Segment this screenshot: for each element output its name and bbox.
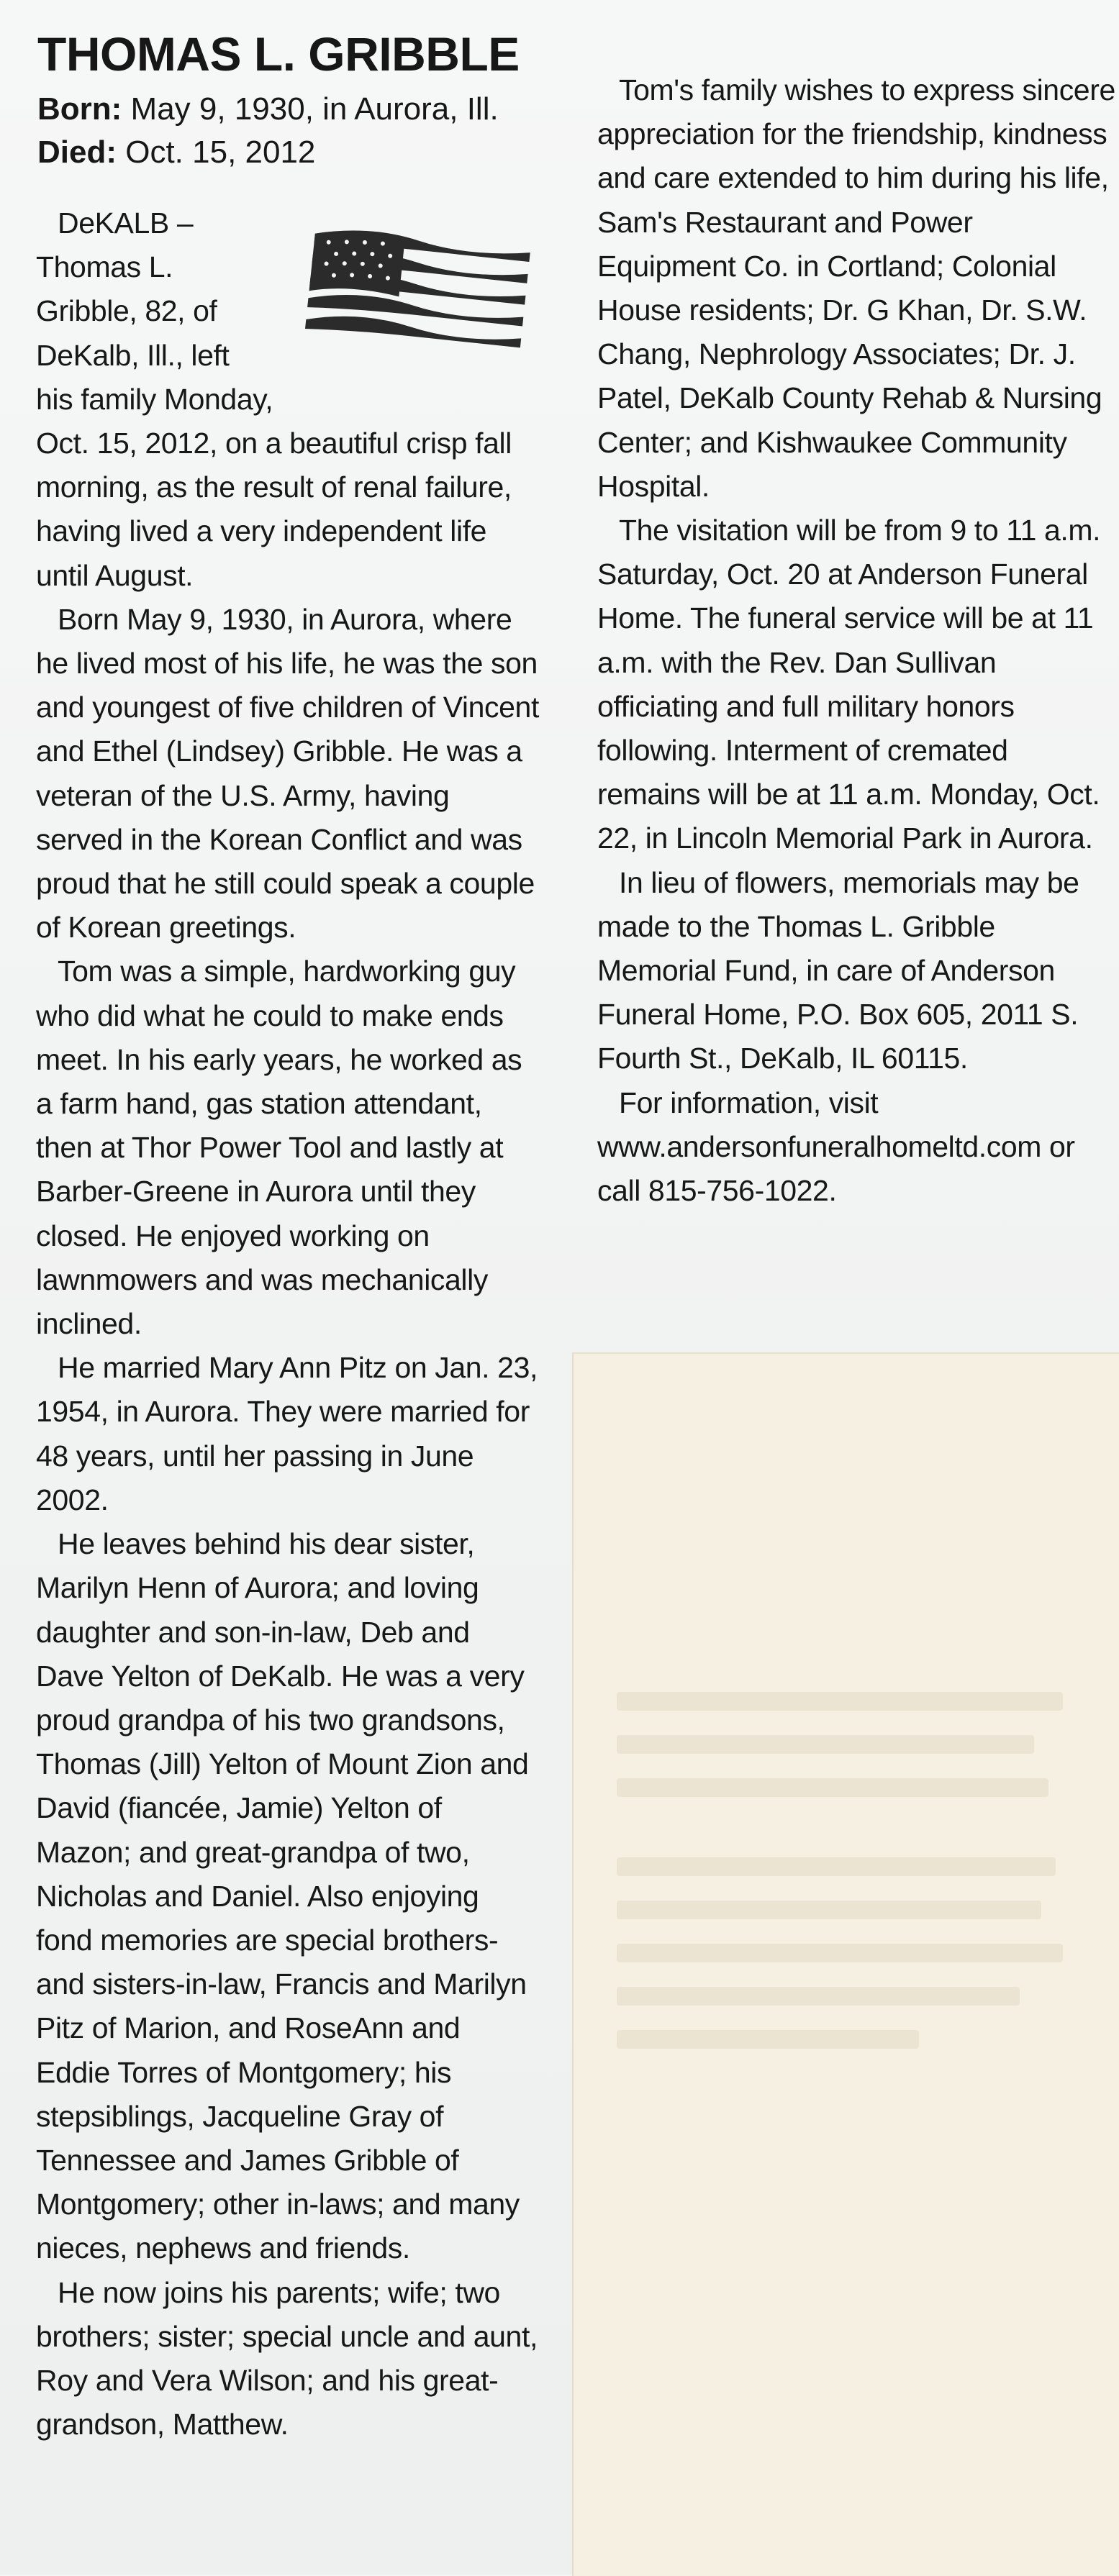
paragraph-preceded: He now joins his parents; wife; two brothers; sister; special uncle and aunt, Roy and Vera Wilson; and his great-grandson, Matthew. xyxy=(36,2275,538,2441)
bleed-through-line xyxy=(617,1901,1041,1919)
paragraph-opening: DeKALB – Thomas L. Gribble, 82, of DeKalb, Ill., left his family Monday, Oct. 15, 2012, on a beautiful crisp fall morning, as the result of renal failure, having lived a very independent life until August. xyxy=(36,206,512,592)
bleed-through-line xyxy=(617,2030,919,2049)
bleed-through-line xyxy=(617,1944,1063,1962)
born-line xyxy=(37,88,499,131)
paragraph-survivors: He leaves behind his dear sister, Marilyn Henn of Aurora; and loving daughter and son-in-law, Deb and Dave Yelton of DeKalb. He was a very proud grandpa of his two grandsons, Thomas (Jill) Yelton of Mount Zion and David (fiancée, Jamie) Yelton of Mazon; and great-grandpa of two, Nicholas and Daniel. Also enjoying fond memories are special brothers- and sisters-in-law, Francis and Marilyn Pitz of Marion, and RoseAnn and Eddie Torres of Montgomery; his stepsiblings, Jacqueline Gray of Tennessee and James Gribble of Montgomery; other in-laws; and many nieces, nephews and friends. xyxy=(36,1527,529,2265)
paragraph-services: The visitation will be from 9 to 11 a.m. Saturday, Oct. 20 at Anderson Funeral Home. The funeral service will be at 11 a.m. with the Rev. Dan Sullivan officiating and full military honors following. Interment of cremated remains will be at 11 a.m. Monday, Oct. 22, in Lincoln Memorial Park in Aurora. xyxy=(597,514,1101,855)
paragraph-memorials: In lieu of flowers, memorials may be made to the Thomas L. Gribble Memorial Fund, in care of Anderson Funeral Home, P.O. Box 605, 2011 S. Fourth St., DeKalb, IL 60115. xyxy=(597,865,1079,1075)
paragraph-information: For information, visit www.andersonfuneralhomeltd.com or call 815-756-1022. xyxy=(597,1086,1075,1208)
bleed-through-line xyxy=(617,1857,1056,1876)
died-line xyxy=(37,131,499,174)
flag-spacer xyxy=(273,201,540,378)
paragraph-appreciation: Tom's family wishes to express sincere appreciation for the friendship, kindness and care extended to him during his life, Sam's Restaurant and Power Equipment Co. in Cortland; Colonial House residents; Dr. G Khan, Dr. S.W. Chang, Nephrology Associates; Dr. J. Patel, DeKalb County Rehab & Nursing Center; and Kishwaukee Community Hospital. xyxy=(597,73,1115,503)
obituary-name: THOMAS L. GRIBBLE xyxy=(37,27,520,81)
born-value: May 9, 1930, in Aurora, Ill. xyxy=(130,91,499,127)
bleed-through-line xyxy=(617,1778,1048,1797)
paragraph-work: Tom was a simple, hardworking guy who did what he could to make ends meet. In his early years, he worked as a farm hand, gas station attendant, then at Thor Power Tool and lastly at Barber-Greene in Aurora until they closed. He enjoyed working on lawnmowers and was mechanically inclined. xyxy=(36,955,522,1341)
left-column xyxy=(36,201,540,2447)
paper-insert-backing xyxy=(572,1352,1119,2576)
born-label: Born: xyxy=(37,91,122,127)
paragraph-birth: Born May 9, 1930, in Aurora, where he lived most of his life, he was the son and youngest of five children of Vincent and Ethel (Lindsey) Gribble. He was a veteran of the U.S. Army, having served in the Korean Conflict and was proud that he still could speak a couple of Korean greetings. xyxy=(36,602,539,945)
bleed-through-line xyxy=(617,1987,1020,2006)
paragraph-marriage: He married Mary Ann Pitz on Jan. 23, 1954, in Aurora. They were married for 48 years, until her passing in June 2002. xyxy=(36,1351,538,1516)
right-column xyxy=(597,68,1115,1213)
bleed-through-line xyxy=(617,1692,1063,1711)
died-value: Oct. 15, 2012 xyxy=(125,135,316,170)
obituary-dates xyxy=(37,88,499,174)
died-label: Died: xyxy=(37,135,117,170)
bleed-through-line xyxy=(617,1735,1034,1754)
